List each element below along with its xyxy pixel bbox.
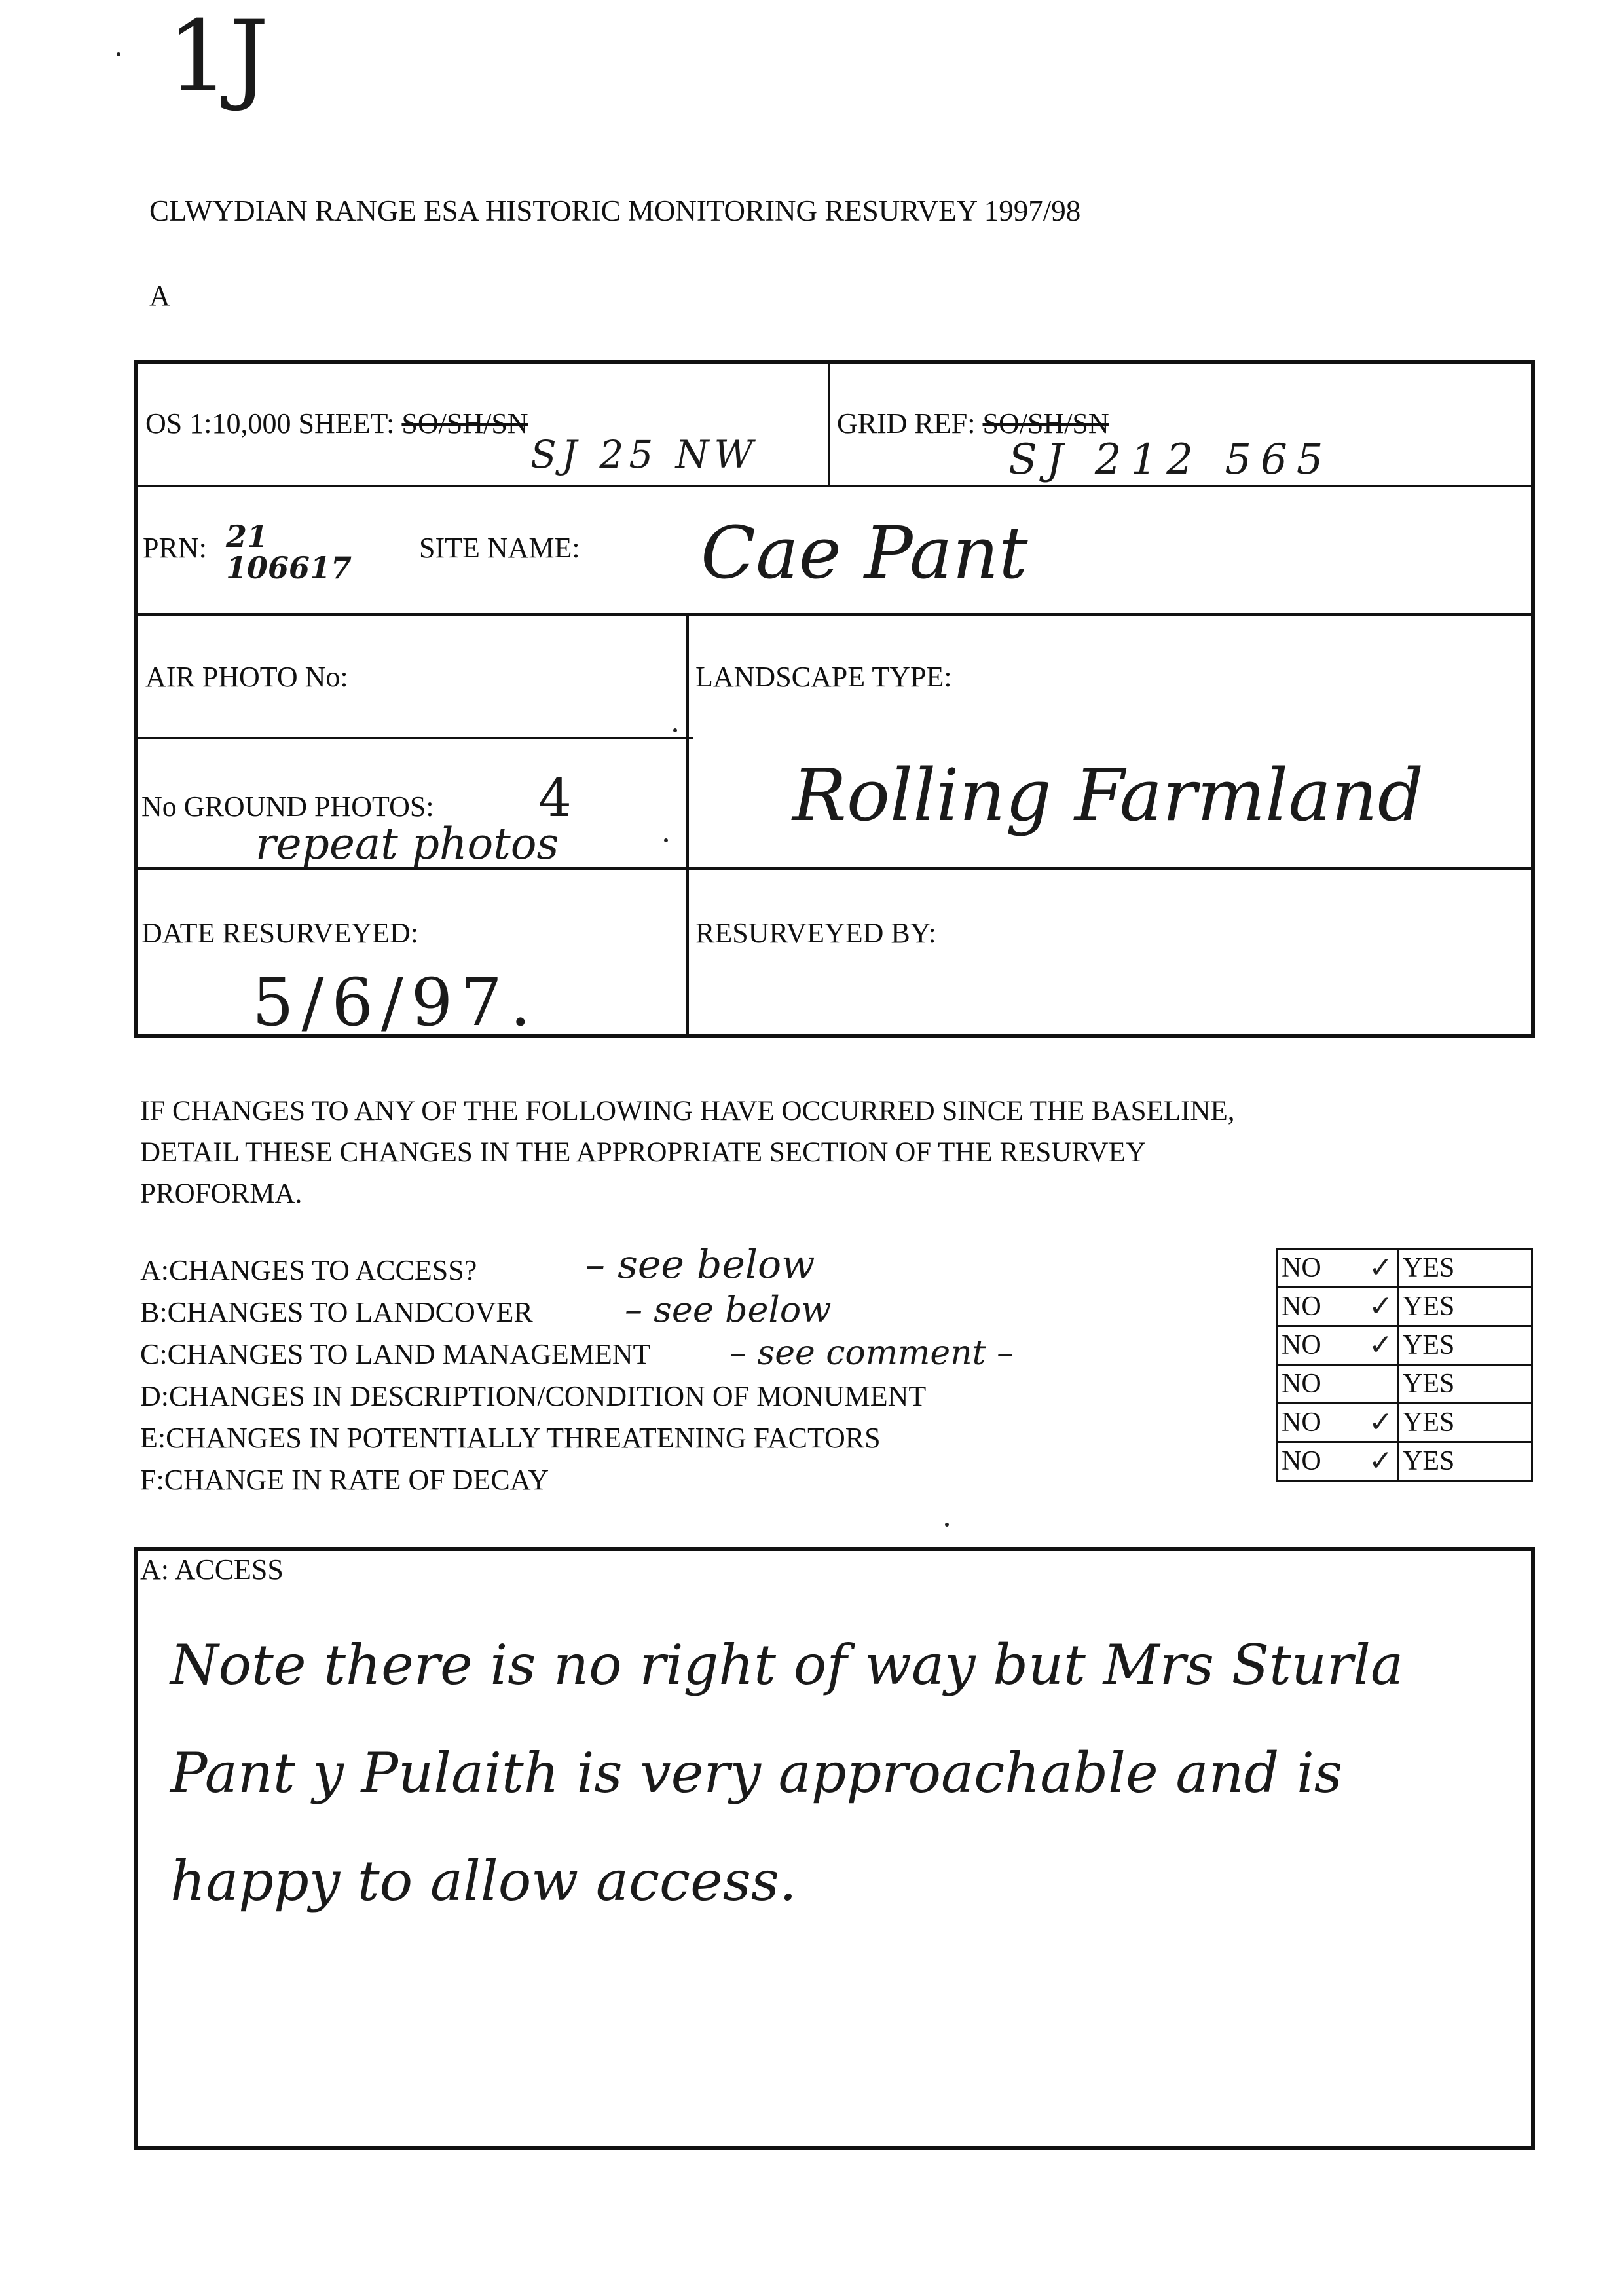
yes-no-row (1277, 1249, 1532, 1288)
yes-no-row (1277, 1404, 1532, 1442)
instruction-line: DETAIL THESE CHANGES IN THE APPROPRIATE SECTION OF THE RESURVEY (140, 1137, 1147, 1168)
yes-checkbox[interactable]: YES (1398, 1442, 1532, 1481)
access-note-line: Pant y Pulaith is very approachable and is (170, 1741, 1343, 1805)
yes-no-row (1277, 1288, 1532, 1326)
os-sheet-value: SJ 25 NW (530, 432, 759, 477)
row-divider (136, 737, 693, 739)
resurveyed-by-label: RESURVEYED BY: (695, 917, 936, 949)
date-resurveyed-label: DATE RESURVEYED: (141, 917, 419, 949)
change-label: A:CHANGES TO ACCESS? (140, 1254, 477, 1286)
no-checkbox[interactable]: NO ✓ (1277, 1442, 1398, 1481)
yes-no-row (1277, 1442, 1532, 1481)
change-label: D:CHANGES IN DESCRIPTION/CONDITION OF MONUMENT (140, 1380, 927, 1412)
access-note-line: happy to allow access. (170, 1849, 797, 1913)
column-divider (828, 363, 830, 486)
yes-no-row (1277, 1365, 1532, 1404)
change-note: – see below (625, 1289, 832, 1330)
change-row-decay (140, 1466, 1253, 1508)
os-sheet-field (145, 409, 528, 438)
change-row-land-management (140, 1334, 1253, 1382)
site-name-label: SITE NAME: (419, 532, 580, 564)
change-label: F:CHANGE IN RATE OF DECAY (140, 1464, 549, 1496)
grid-ref-label: GRID REF: (837, 407, 976, 439)
access-section-label: A: ACCESS (140, 1554, 284, 1586)
instruction-line: PROFORMA. (140, 1178, 303, 1209)
change-row-landcover (140, 1289, 1253, 1340)
yes-checkbox[interactable]: YES (1398, 1288, 1532, 1326)
corner-mark: 1J (167, 0, 269, 114)
landscape-type-label: LANDSCAPE TYPE: (695, 661, 952, 693)
tick-icon: ✓ (1369, 1251, 1393, 1284)
stray-dot (117, 52, 120, 56)
changes-list (140, 1242, 1253, 1508)
stray-dot (673, 728, 677, 732)
row-divider (136, 613, 1532, 616)
site-name-value: Cae Pant (701, 511, 1028, 595)
ground-photos-note: repeat photos (255, 819, 559, 869)
change-label: E:CHANGES IN POTENTIALLY THREATENING FACTORS (140, 1422, 881, 1454)
prn-value: 21 106617 (226, 519, 352, 586)
tick-icon: ✓ (1369, 1290, 1393, 1323)
grid-ref-struck-prefix: SO/SH/SN (982, 407, 1109, 439)
row-divider (136, 485, 1532, 487)
yes-checkbox[interactable]: YES (1398, 1326, 1532, 1365)
instructions (140, 1091, 1235, 1214)
landscape-type-value: Rolling Farmland (792, 753, 1424, 837)
change-row-description (140, 1382, 1253, 1424)
instruction-line: IF CHANGES TO ANY OF THE FOLLOWING HAVE OCCURRED SINCE THE BASELINE, (140, 1096, 1235, 1127)
change-note: – see below (585, 1242, 815, 1288)
date-resurveyed-value: 5/6/97. (252, 964, 539, 1041)
change-row-threatening-factors (140, 1424, 1253, 1466)
yes-checkbox[interactable]: YES (1398, 1365, 1532, 1404)
os-sheet-label: OS 1:10,000 SHEET: (145, 407, 395, 439)
ground-photos-label: No GROUND PHOTOS: (141, 791, 434, 823)
yes-no-table (1276, 1248, 1533, 1482)
prn-label: PRN: (143, 532, 207, 564)
air-photo-label: AIR PHOTO No: (145, 661, 348, 693)
access-note-line: Note there is no right of way but Mrs Sturla (170, 1633, 1404, 1697)
stray-dot (664, 838, 668, 842)
yes-checkbox[interactable]: YES (1398, 1404, 1532, 1442)
yes-checkbox[interactable]: YES (1398, 1249, 1532, 1288)
grid-ref-field (837, 409, 1109, 438)
form-letter: A (149, 280, 170, 312)
change-label: B:CHANGES TO LANDCOVER (140, 1296, 533, 1328)
access-notes (170, 1611, 1403, 1935)
no-checkbox[interactable]: NO (1277, 1365, 1398, 1404)
change-label: C:CHANGES TO LAND MANAGEMENT (140, 1338, 651, 1370)
no-checkbox[interactable]: NO ✓ (1277, 1404, 1398, 1442)
column-divider (686, 614, 689, 1036)
grid-ref-value: SJ 212 565 (1008, 436, 1333, 484)
yes-no-row (1277, 1326, 1532, 1365)
no-checkbox[interactable]: NO ✓ (1277, 1288, 1398, 1326)
no-checkbox[interactable]: NO ✓ (1277, 1249, 1398, 1288)
stray-dot (945, 1523, 949, 1527)
no-checkbox[interactable]: NO ✓ (1277, 1326, 1398, 1365)
ground-photos-value: 4 (538, 768, 572, 829)
tick-icon: ✓ (1369, 1406, 1393, 1439)
os-sheet-struck-prefix: SO/SH/SN (401, 407, 528, 439)
change-note: – see comment – (729, 1334, 1014, 1373)
tick-icon: ✓ (1369, 1444, 1393, 1478)
tick-icon: ✓ (1369, 1328, 1393, 1362)
page-title: CLWYDIAN RANGE ESA HISTORIC MONITORING RESURVEY 1997/98 (149, 195, 1081, 227)
